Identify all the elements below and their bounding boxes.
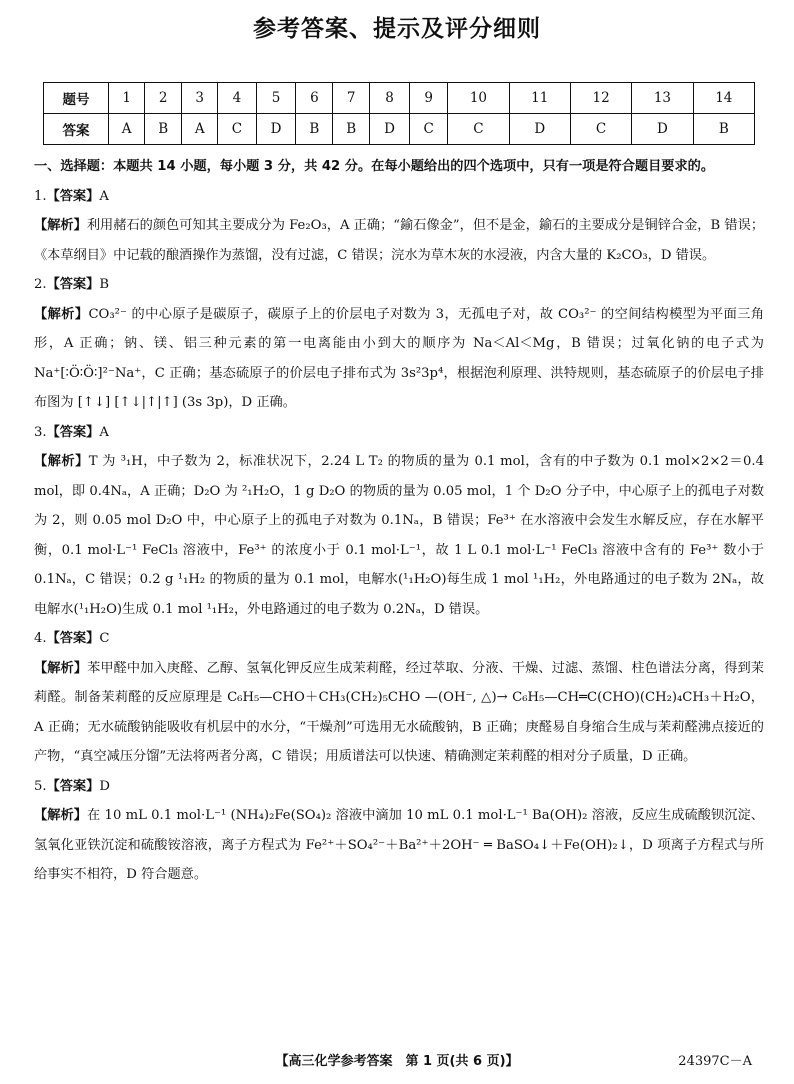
table-cell: B	[333, 114, 370, 145]
table-cell: D	[632, 114, 693, 145]
table-cell: A	[182, 114, 218, 145]
question-answer-1	[34, 182, 764, 212]
question-analysis-3	[34, 447, 764, 624]
table-cell: B	[693, 114, 754, 145]
answer-value: B	[99, 277, 110, 292]
answer-row	[44, 114, 755, 145]
table-cell: D	[370, 114, 410, 145]
table-cell: C	[218, 114, 256, 145]
question-analysis-2	[34, 300, 764, 418]
table-cell: 5	[256, 83, 296, 114]
table-cell: 1	[109, 83, 145, 114]
table-cell: 13	[632, 83, 693, 114]
analysis-label: 【解析】	[34, 218, 87, 233]
question-analysis-5	[34, 801, 764, 890]
row-label-answer: 答案	[44, 114, 109, 145]
question-number: 3.	[34, 424, 47, 440]
answer-label: 【答案】	[46, 631, 100, 646]
question-answer-3	[34, 418, 764, 448]
question-number-row	[44, 83, 755, 114]
question-analysis-1	[34, 211, 764, 270]
question-number: 5.	[34, 778, 47, 794]
answer-value: C	[99, 631, 110, 646]
analysis-text: CO₃²⁻ 的中心原子是碳原子，碳原子上的价层电子对数为 3，无孤电子对，故 CO₃²⁻ 的空间结构模型为平面三角形，A 正确；钠、镁、铝三种元素的第一电离能由小到大的顺序为 Na＜Al＜Mg，B 错误；过氧化钠的电子式为 Na⁺[∶Ö∶Ö∶]²⁻Na⁺，C 正确；基态硫原子的价层电子排布式为 3s²3p⁴，根据泡利原理、洪特规则，基态硫原子的价层电子排布图为 [↑↓] [↑↓|↑|↑] (3s 3p)，D 正确。	[34, 306, 765, 410]
question-number: 1.	[34, 188, 47, 204]
table-cell: 7	[333, 83, 370, 114]
table-cell: 10	[448, 83, 509, 114]
answer-label: 【答案】	[46, 277, 100, 292]
analysis-text: 利用赭石的颜色可知其主要成分为 Fe₂O₃，A 正确；“鍮石像金”，但不是金，鍮石的主要成分是铜锌合金，B 错误；《本草纲目》中记载的酿酒操作为蒸馏，没有过滤，C 错误；浣水为草木灰的水浸液，内含大量的 K₂CO₃，D 错误。	[34, 218, 765, 263]
table-cell: D	[509, 114, 570, 145]
table-cell: 11	[509, 83, 570, 114]
table-cell: D	[256, 114, 296, 145]
table-cell: C	[410, 114, 448, 145]
analysis-text: 苯甲醛中加入庚醛、乙醇、氢氧化钾反应生成茉莉醛，经过萃取、分液、干燥、过滤、蒸馏、柱色谱法分离，得到茉莉醛。制备茉莉醛的反应原理是 C₆H₅—CHO＋CH₃(CH₂)₅CHO —(OH⁻, △)→ C₆H₅—CH═C(CHO)(CH₂)₄CH₃＋H₂O，A 正确；无水硫酸钠能吸收有机层中的水分，“干燥剂”可选用无水硫酸钠，B 正确；庚醛易自身缩合生成与茉莉醛沸点接近的产物，“真空减压分馏”无法将两者分离，C 错误；用质谱法可以快速、精确测定茉莉醛的相对分子质量，D 正确。	[34, 660, 765, 764]
table-cell: 2	[145, 83, 182, 114]
table-cell: A	[109, 114, 145, 145]
row-label-question-number: 题号	[44, 83, 109, 114]
answer-label: 【答案】	[46, 778, 100, 794]
answer-explanations	[34, 152, 764, 890]
table-cell: B	[296, 114, 333, 145]
table-cell: B	[145, 114, 182, 145]
answer-value: D	[99, 778, 110, 794]
answer-value: A	[99, 188, 109, 204]
question-number: 4.	[34, 631, 47, 646]
table-cell: 8	[370, 83, 410, 114]
answer-table	[43, 82, 755, 145]
section-heading: 一、选择题：本题共 14 小题，每小题 3 分，共 42 分。在每小题给出的四个选项中，只有一项是符合题目要求的。	[34, 159, 715, 174]
page-title: 参考答案、提示及评分细则	[253, 16, 541, 42]
footer-page-info: 【高三化学参考答案 第 1 页(共 6 页)】	[275, 1054, 519, 1069]
table-cell: C	[570, 114, 631, 145]
analysis-label: 【解析】	[34, 454, 89, 469]
table-cell: 9	[410, 83, 448, 114]
analysis-text: T 为 ³₁H，中子数为 2，标准状况下，2.24 L T₂ 的物质的量为 0.1 mol，含有的中子数为 0.1 mol×2×2＝0.4 mol，即 0.4Nₐ，A 正确；D₂O 为 ²₁H₂O，1 g D₂O 的物质的量为 0.05 mol，1 个 D₂O 分子中，中心原子上的孤电子对数为 2，则 0.05 mol D₂O 中，中心原子上的孤电子对数为 0.1Nₐ，B 错误；Fe³⁺ 在水溶液中会发生水解反应，存在水解平衡，0.1 mol·L⁻¹ FeCl₃ 溶液中，Fe³⁺ 的浓度小于 0.1 mol·L⁻¹，故 1 L 0.1 mol·L⁻¹ FeCl₃ 溶液中含有的 Fe³⁺ 数小于 0.1Nₐ，C 错误；0.2 g ¹₁H₂ 的物质的量为 0.1 mol，电解水(¹₁H₂O)每生成 1 mol ¹₁H₂，外电路通过的电子数为 2Nₐ，故电解水(¹₁H₂O)生成 0.1 mol ¹₁H₂，外电路通过的电子数为 0.2Nₐ，D 错误。	[34, 454, 764, 617]
table-cell: 4	[218, 83, 256, 114]
footer-code: 24397C－A	[678, 1054, 752, 1069]
table-cell: 12	[570, 83, 631, 114]
question-answer-4	[34, 624, 764, 654]
question-analysis-4	[34, 654, 764, 772]
analysis-text: 在 10 mL 0.1 mol·L⁻¹ (NH₄)₂Fe(SO₄)₂ 溶液中滴加 10 mL 0.1 mol·L⁻¹ Ba(OH)₂ 溶液，反应生成硫酸钡沉淀、氢氧化亚铁沉淀和硫酸铵溶液，离子方程式为 Fe²⁺＋SO₄²⁻＋Ba²⁺＋2OH⁻ ═ BaSO₄↓＋Fe(OH)₂↓，D 项离子方程式与所给事实不相符，D 符合题意。	[34, 808, 764, 882]
answer-label: 【答案】	[46, 188, 100, 204]
table-cell: C	[448, 114, 509, 145]
question-answer-2	[34, 270, 764, 300]
table-cell: 14	[693, 83, 754, 114]
table-cell: 6	[296, 83, 333, 114]
answer-value: A	[99, 424, 109, 440]
question-answer-5	[34, 772, 764, 802]
analysis-label: 【解析】	[34, 660, 88, 676]
table-cell: 3	[182, 83, 218, 114]
question-number: 2.	[34, 277, 47, 292]
analysis-label: 【解析】	[34, 808, 88, 823]
analysis-label: 【解析】	[34, 306, 89, 322]
answer-label: 【答案】	[46, 424, 100, 440]
